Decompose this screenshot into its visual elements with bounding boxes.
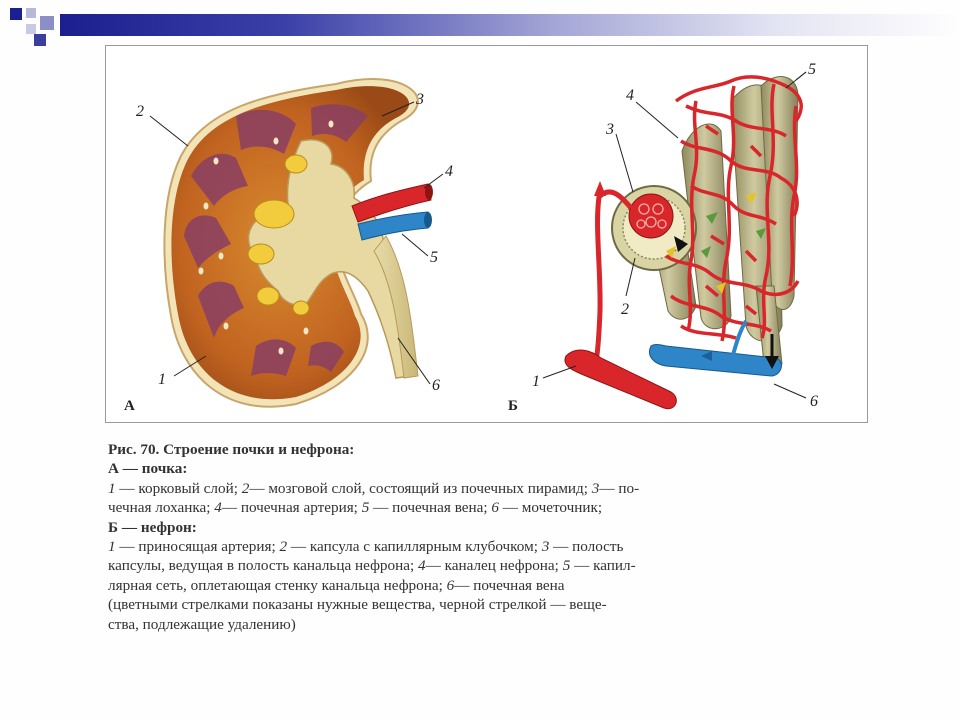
caption-a-line-2: чечная лоханка; 4— почечная артерия; 5 — почечная вена; 6 — мочеточник; [108,499,603,517]
nephron [565,77,801,409]
header-gradient-strip [60,14,960,36]
caption-b-line-1: 1 — приносящая артерия; 2 — капсула с капиллярным клубочком; 3 — полость [108,538,624,556]
caption-note-line-1: (цветными стрелками показаны нужные вещества, черной стрелкой — веще- [108,596,607,614]
caption-b-line-3: лярная сеть, оплетающая стенку канальца нефрона; 6— почечная вена [108,576,565,594]
kidney-section [164,79,433,407]
arrow-up-icon [594,181,606,196]
panel-a-letter: А [124,398,135,414]
panel-b-letter: Б [508,398,518,414]
header-square-light [26,8,36,18]
header-square-light-2 [26,24,36,34]
label-b-6: 6 [810,393,818,410]
label-a-1: 1 [158,371,166,388]
slide-header-bar [0,0,960,48]
figure-frame [105,45,868,423]
afferent-artery [596,191,600,361]
caption-title: Рис. 70. Строение почки и нефрона: [108,441,355,458]
header-square-dark-2 [34,34,46,46]
label-b-5: 5 [808,61,816,78]
caption-b-heading: Б — нефрон: [108,518,197,536]
label-a-4: 4 [445,163,453,180]
figure-caption [108,440,878,634]
header-square-mid [40,16,54,30]
label-b-3: 3 [606,121,614,138]
caption-b-line-2: капсулы, ведущая в полость канальца нефрона; 4— каналец нефрона; 5 — капил- [108,557,636,575]
label-a-5: 5 [430,249,438,266]
glomerulus [629,194,673,238]
label-a-3: 3 [416,91,424,108]
renal-vein-vessel [649,345,781,377]
caption-a-heading: А — почка: [108,460,188,478]
label-b-4: 4 [626,87,634,104]
caption-note-line-2: ства, подлежащие удалению) [108,615,296,633]
caption-a-line-1: 1 — корковый слой; 2— мозговой слой, состоящий из почечных пирамид; 3— по- [108,479,640,497]
label-b-1: 1 [532,373,540,390]
renal-vein-cut [424,212,432,228]
kidney-nephron-diagram [106,46,869,424]
label-a-2: 2 [136,103,144,120]
label-a-6: 6 [432,377,440,394]
label-b-2: 2 [621,301,629,318]
header-square-dark [10,8,22,20]
